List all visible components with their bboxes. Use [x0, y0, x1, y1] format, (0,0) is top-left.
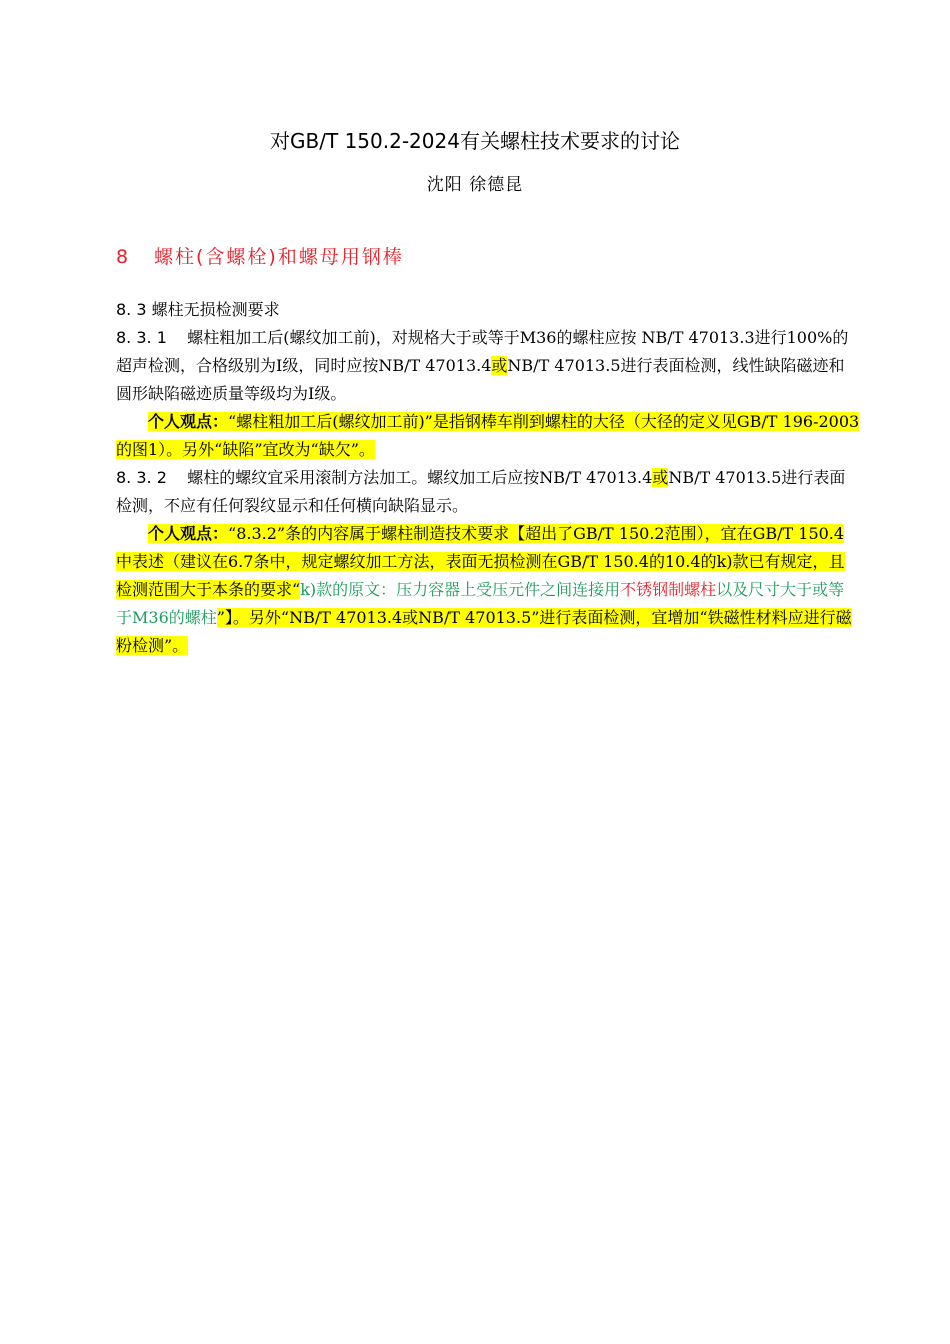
- opinion-text: “螺柱粗加工后(螺纹加工前)”是指钢棒车削到螺柱的大径（大径的定义见GB/T 196-2003的图1）。另外“缺陷”宜改为“缺欠”。: [116, 412, 860, 459]
- opinion-label: 个人观点：: [148, 412, 229, 431]
- opinion-text: ”】。另外“NB/T 47013.4或NB/T 47013.5”进行表面检测，宜增加“铁磁性材料应进行磁粉检测”。: [116, 608, 852, 655]
- opinion-text: “8.3.2”条的内容属于螺柱制造技术要求【超出了GB/T 150.2范围），宜在GB/T 150.4中表述（建议在6.7条中，规定螺纹加工方法，表面无损检测在GB/T 150.4的10.4的k)款已有规定，且检测范围大于本条的要求“: [116, 524, 845, 599]
- clause-number: 8. 3. 2: [116, 468, 167, 487]
- chapter-title: 螺柱(含螺栓)和螺母用钢棒: [154, 246, 404, 268]
- chapter-number: 8: [116, 246, 131, 268]
- clause-8-3-1: [116, 324, 860, 408]
- quoted-clause-text: 以及尺寸大于或等于M36的螺柱: [116, 580, 845, 627]
- personal-opinion-2: [116, 520, 860, 660]
- clause-number: 8. 3. 1: [116, 328, 167, 347]
- clause-text: 螺柱粗加工后(螺纹加工前)，对规格大于或等于M36的螺柱应按 NB/T 47013.3进行100%的超声检测，合格级别为Ⅰ级，同时应按NB/T 47013.4: [116, 328, 849, 375]
- author-line: 沈阳 徐德昆: [426, 175, 524, 195]
- clause-text: NB/T 47013.5进行表面检测，线性缺陷磁迹和圆形缺陷磁迹质量等级均为Ⅰ级。: [116, 356, 845, 403]
- opinion-label: 个人观点：: [148, 524, 229, 543]
- document-title: 对GB/T 150.2-2024有关螺柱技术要求的讨论: [270, 129, 680, 153]
- section-heading-8-3: 8. 3 螺柱无损检测要求: [116, 300, 280, 319]
- highlighted-or-word: 或: [491, 356, 508, 375]
- clause-text: NB/T 47013.5进行表面检测，不应有任何裂纹显示和任何横向缺陷显示。: [116, 468, 846, 515]
- highlighted-or-word: 或: [652, 468, 669, 487]
- quoted-emphasis-text: 不锈钢制螺柱: [620, 580, 717, 599]
- clause-text: 螺柱的螺纹宜采用滚制方法加工。螺纹加工后应按NB/T 47013.4: [187, 468, 653, 487]
- chapter-heading: [116, 243, 404, 271]
- section-body: [116, 296, 860, 660]
- personal-opinion-1: [116, 408, 860, 464]
- clause-8-3-2: [116, 464, 860, 520]
- quoted-clause-text: k)款的原文：压力容器上受压元件之间连接用: [300, 580, 621, 599]
